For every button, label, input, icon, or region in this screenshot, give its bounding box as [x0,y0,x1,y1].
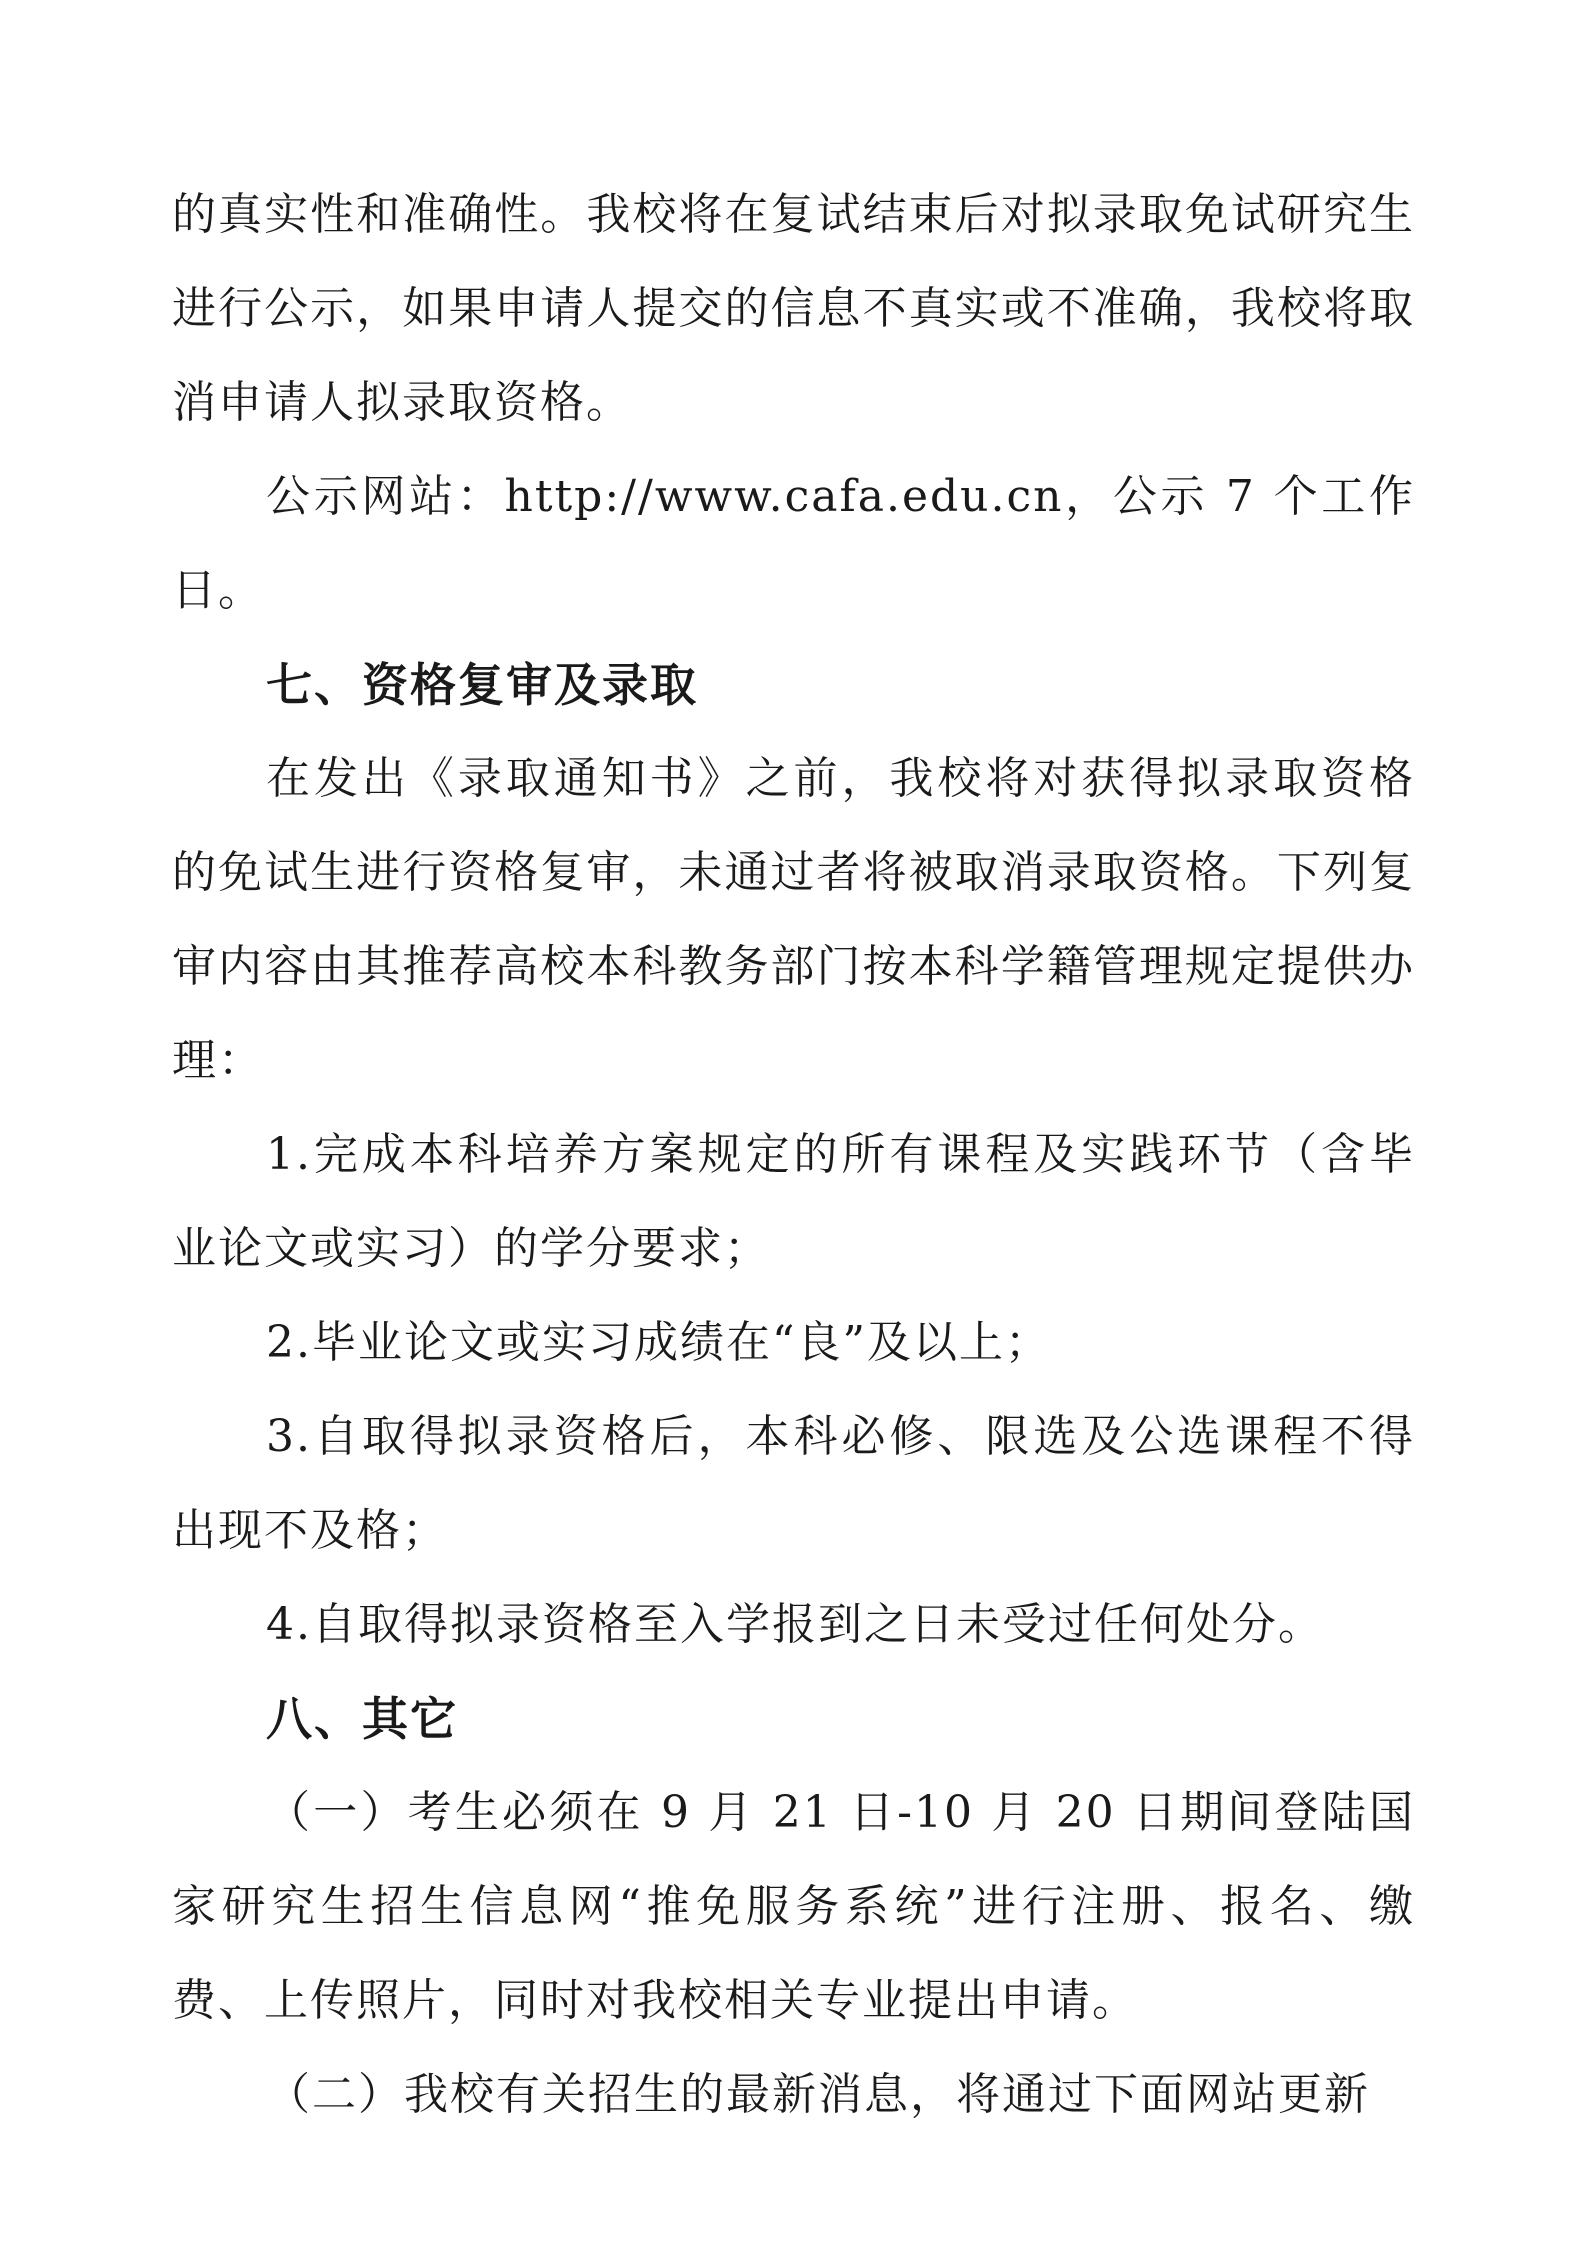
section-heading-other: 八、其它 [266,1692,458,1746]
list-item-requirement-2: 2.毕业论文或实习成绩在“良”及以上； [266,1317,1051,1368]
paragraph-other-item-1: （一）考生必须在 9 月 21 日-10 月 20 日期间登陆国家研究生招生信息网“推免服务系统”进行注册、报名、缴费、上传照片，同时对我校相关专业提出申请。 [172,1787,1415,2026]
list-item-requirement-3: 3.自取得拟录资格后，本科必修、限选及公选课程不得出现不及格； [172,1411,1415,1556]
paragraph-verification-notice: 的真实性和准确性。我校将在复试结束后对拟录取免试研究生进行公示，如果申请人提交的信息不真实或不准确，我校将取消申请人拟录取资格。 [172,189,1415,428]
document-page [172,168,1415,2142]
paragraph-publicity-website: 公示网站：http://www.cafa.edu.cn，公示 7 个工作日。 [172,471,1415,616]
section-heading-qualification-review: 七、资格复审及录取 [266,658,698,712]
paragraph-other-item-2: （二）我校有关招生的最新消息，将通过下面网站更新 [266,2069,1370,2120]
list-item-requirement-1: 1.完成本科培养方案规定的所有课程及实践环节（含毕业论文或实习）的学分要求； [172,1129,1415,1274]
paragraph-review-intro: 在发出《录取通知书》之前，我校将对获得拟录取资格的免试生进行资格复审，未通过者将被取消录取资格。下列复审内容由其推荐高校本科教务部门按本科学籍管理规定提供办理： [172,753,1415,1086]
list-item-requirement-4: 4.自取得拟录资格至入学报到之日未受过任何处分。 [266,1599,1324,1650]
